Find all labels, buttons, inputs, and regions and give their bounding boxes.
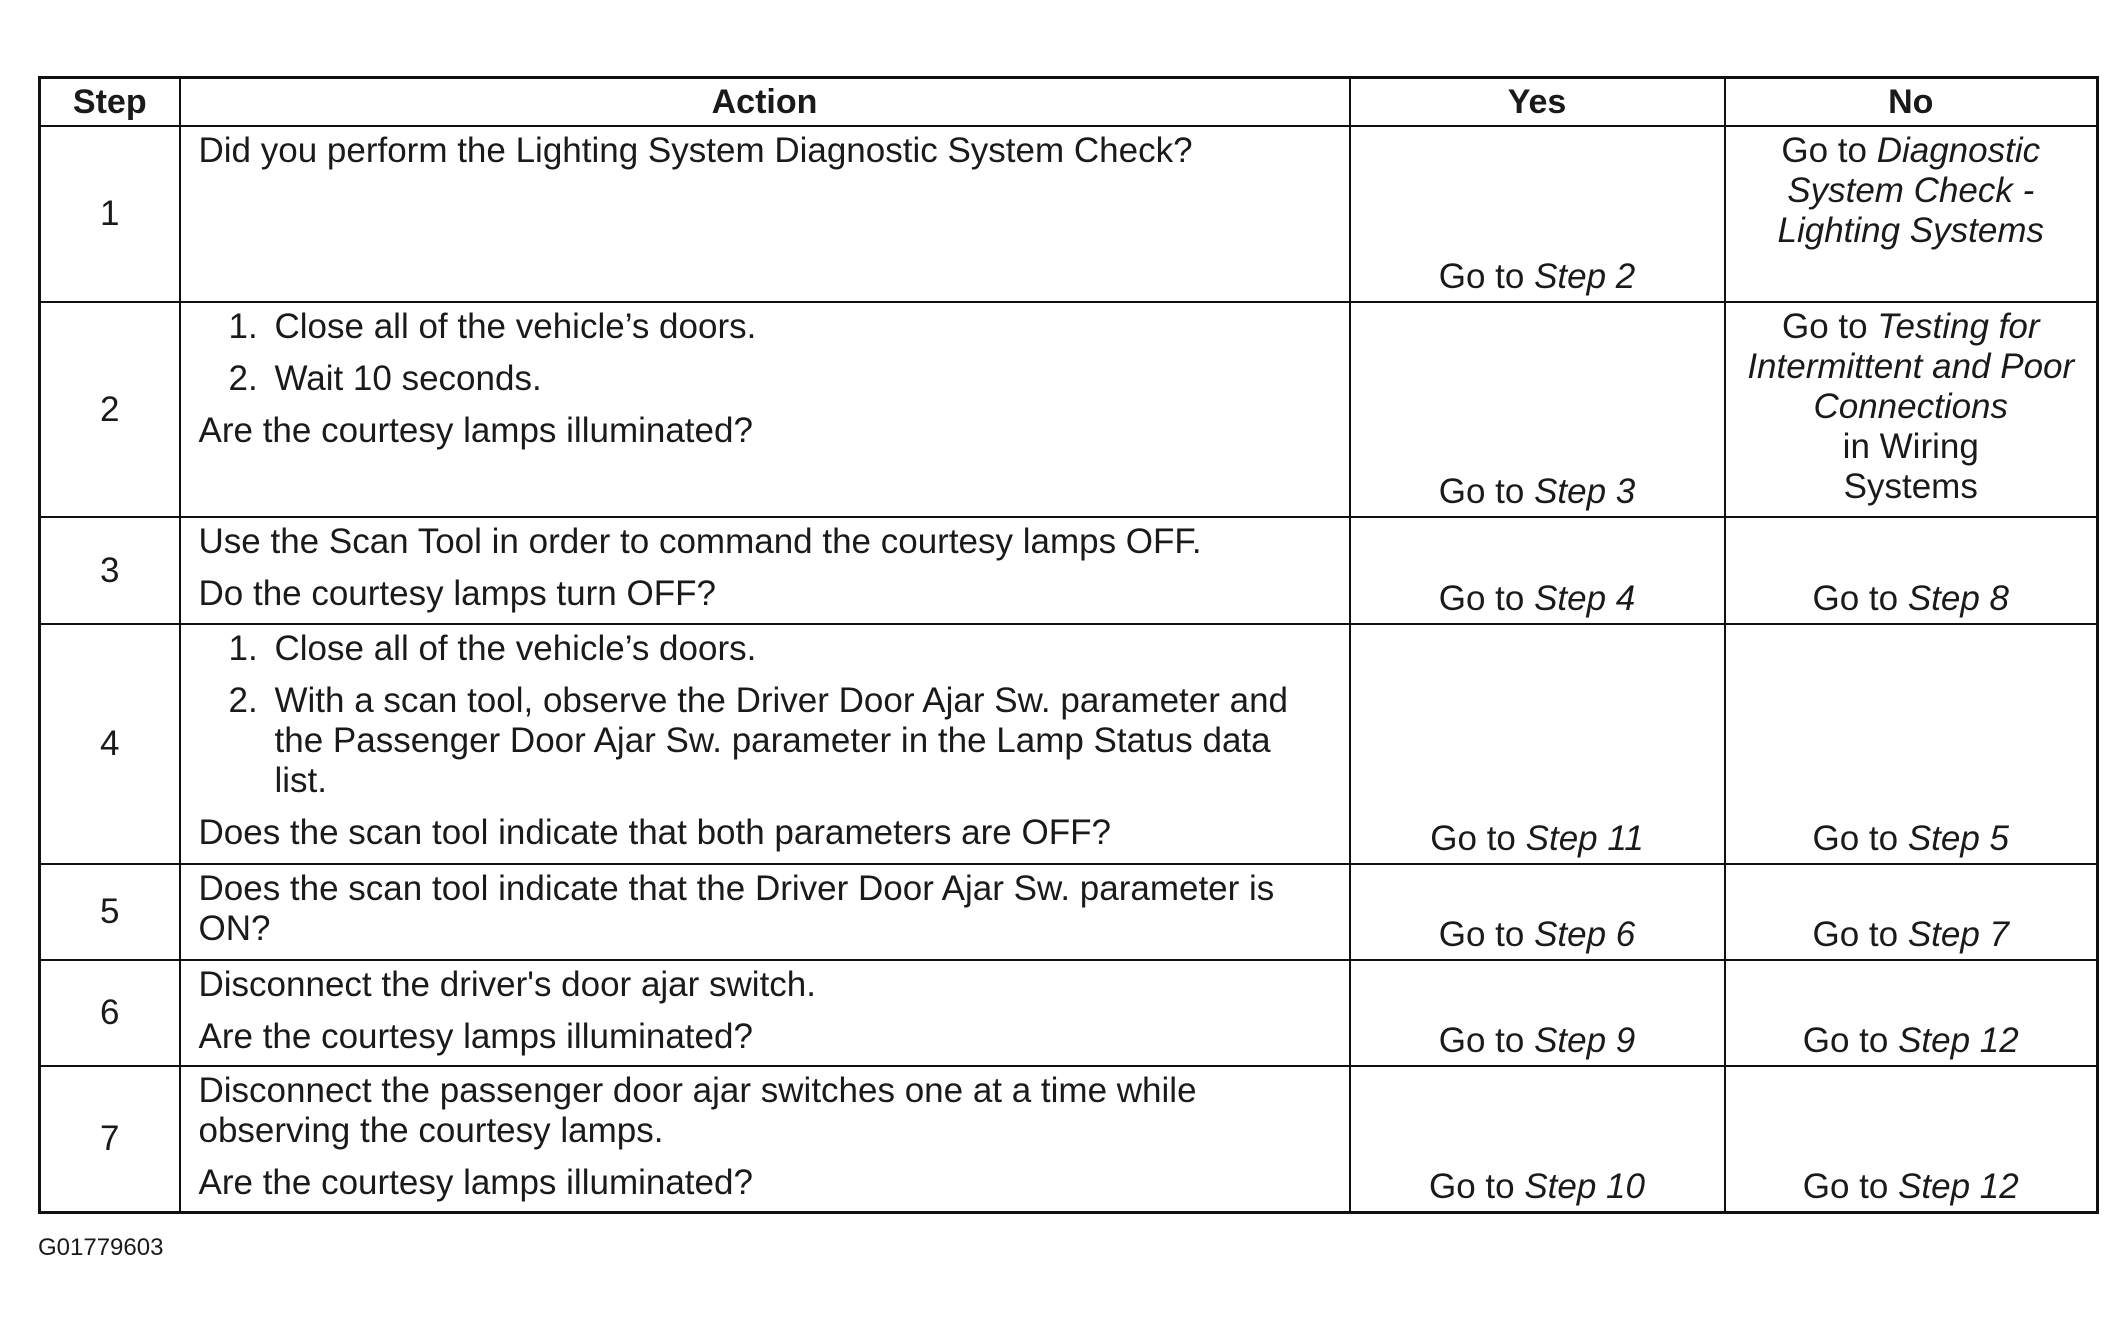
goto-prefix: Go to bbox=[1438, 1021, 1535, 1060]
table-row bbox=[40, 126, 2098, 302]
ref-text: Connections bbox=[1813, 387, 2009, 426]
goto-prefix: Go to bbox=[1782, 307, 1878, 346]
step-number: 1 bbox=[40, 126, 180, 302]
diagnostic-table bbox=[38, 76, 2099, 1214]
goto-prefix: Go to bbox=[1429, 1166, 1525, 1206]
numbered-list bbox=[199, 629, 1333, 801]
no-link[interactable] bbox=[1812, 579, 2009, 618]
step-ref: Step 11 bbox=[1525, 819, 1644, 858]
list-text: Wait 10 seconds. bbox=[274, 359, 542, 398]
no-link[interactable] bbox=[1803, 1021, 2019, 1060]
goto-prefix: Go to bbox=[1438, 472, 1535, 511]
goto-prefix: Go to bbox=[1812, 819, 1908, 858]
yes-cell bbox=[1350, 1066, 1725, 1212]
table-row bbox=[40, 960, 2098, 1066]
table-row bbox=[40, 624, 2098, 864]
list-item bbox=[199, 359, 1333, 399]
no-cell bbox=[1725, 126, 2098, 302]
action-text: Disconnect the driver's door ajar switch. bbox=[198, 965, 816, 1004]
list-item bbox=[199, 307, 1333, 347]
action-cell bbox=[180, 517, 1350, 624]
goto-prefix: Go to bbox=[1438, 915, 1535, 954]
action-question: Are the courtesy lamps illuminated? bbox=[198, 411, 753, 450]
list-number: 1. bbox=[228, 629, 258, 668]
no-link[interactable] bbox=[1803, 1167, 2019, 1206]
step-ref: Step 3 bbox=[1534, 472, 1636, 511]
goto-prefix: Go to bbox=[1438, 579, 1535, 618]
no-cell bbox=[1725, 864, 2098, 960]
ref-plain: in Wiring bbox=[1842, 427, 1979, 466]
list-number: 2. bbox=[228, 681, 258, 720]
header-action: Action bbox=[180, 78, 1350, 127]
no-cell bbox=[1725, 624, 2098, 864]
goto-prefix: Go to bbox=[1812, 915, 1908, 954]
list-item bbox=[199, 629, 1333, 669]
no-link[interactable] bbox=[1812, 915, 2009, 954]
yes-link[interactable] bbox=[1439, 915, 1636, 954]
yes-cell bbox=[1350, 302, 1725, 517]
no-link[interactable] bbox=[1812, 819, 2009, 858]
action-cell bbox=[180, 960, 1350, 1066]
step-number: 2 bbox=[40, 302, 180, 517]
step-ref: Step 8 bbox=[1907, 579, 2010, 618]
ref-text: Diagnostic bbox=[1876, 131, 2041, 170]
step-number: 7 bbox=[40, 1066, 180, 1212]
step-ref: Step 5 bbox=[1907, 819, 2010, 858]
ref-text: Intermittent and Poor bbox=[1747, 347, 2075, 386]
yes-link[interactable] bbox=[1439, 257, 1636, 296]
no-link[interactable] bbox=[1726, 131, 2097, 251]
step-number: 5 bbox=[40, 864, 180, 960]
step-ref: Step 7 bbox=[1907, 915, 2010, 954]
numbered-list bbox=[199, 307, 1333, 399]
step-number: 3 bbox=[40, 517, 180, 624]
yes-cell bbox=[1350, 624, 1725, 864]
yes-cell bbox=[1350, 517, 1725, 624]
action-question: Are the courtesy lamps illuminated? bbox=[198, 1017, 753, 1056]
action-text: Use the Scan Tool in order to command the courtesy lamps OFF. bbox=[198, 522, 1202, 561]
goto-prefix: Go to bbox=[1802, 1166, 1899, 1206]
yes-link[interactable] bbox=[1439, 579, 1636, 618]
table-row bbox=[40, 517, 2098, 624]
action-cell bbox=[180, 864, 1350, 960]
header-yes: Yes bbox=[1350, 78, 1725, 127]
yes-link[interactable] bbox=[1429, 1167, 1645, 1206]
step-ref: Step 12 bbox=[1898, 1166, 2019, 1206]
goto-prefix: Go to bbox=[1802, 1021, 1899, 1060]
yes-cell bbox=[1350, 126, 1725, 302]
action-text: Disconnect the passenger door ajar switches one at a time while observing the courtesy lamps. bbox=[198, 1071, 1197, 1150]
step-ref: Step 10 bbox=[1524, 1166, 1645, 1206]
ref-text: System Check - bbox=[1787, 171, 2035, 210]
step-ref: Step 4 bbox=[1534, 579, 1636, 618]
action-question: Does the scan tool indicate that both parameters are OFF? bbox=[198, 813, 1111, 852]
step-ref: Step 6 bbox=[1534, 915, 1636, 954]
table-row bbox=[40, 1066, 2098, 1212]
table-header-row bbox=[40, 78, 2098, 127]
table-row bbox=[40, 864, 2098, 960]
action-cell bbox=[180, 302, 1350, 517]
action-cell bbox=[180, 126, 1350, 302]
no-link[interactable] bbox=[1726, 307, 2097, 507]
action-question: Are the courtesy lamps illuminated? bbox=[198, 1163, 753, 1202]
list-item bbox=[199, 681, 1333, 801]
ref-plain: Systems bbox=[1843, 467, 1978, 506]
table-row bbox=[40, 302, 2098, 517]
action-cell bbox=[180, 624, 1350, 864]
action-question: Does the scan tool indicate that the Driver Door Ajar Sw. parameter is ON? bbox=[198, 869, 1275, 948]
ref-text: Lighting Systems bbox=[1777, 211, 2045, 250]
header-step: Step bbox=[40, 78, 180, 127]
action-question: Do the courtesy lamps turn OFF? bbox=[198, 574, 716, 613]
header-no: No bbox=[1725, 78, 2098, 127]
ref-text: Testing for bbox=[1877, 307, 2040, 346]
yes-cell bbox=[1350, 960, 1725, 1066]
no-cell bbox=[1725, 302, 2098, 517]
yes-cell bbox=[1350, 864, 1725, 960]
list-text: With a scan tool, observe the Driver Door Ajar Sw. parameter and the Passenger Door Ajar Sw. parameter in the Lamp Status data list. bbox=[274, 681, 1289, 800]
yes-link[interactable] bbox=[1430, 819, 1643, 858]
yes-link[interactable] bbox=[1439, 1021, 1636, 1060]
list-text: Close all of the vehicle’s doors. bbox=[274, 307, 757, 346]
no-cell bbox=[1725, 960, 2098, 1066]
no-cell bbox=[1725, 517, 2098, 624]
step-number: 4 bbox=[40, 624, 180, 864]
action-cell bbox=[180, 1066, 1350, 1212]
figure-id: G01779603 bbox=[38, 1234, 164, 1261]
list-number: 1. bbox=[228, 307, 258, 346]
step-ref: Step 12 bbox=[1898, 1021, 2019, 1060]
goto-prefix: Go to bbox=[1438, 257, 1535, 296]
goto-prefix: Go to bbox=[1430, 819, 1526, 858]
step-number: 6 bbox=[40, 960, 180, 1066]
list-number: 2. bbox=[228, 359, 258, 398]
goto-prefix: Go to bbox=[1812, 579, 1908, 618]
yes-link[interactable] bbox=[1439, 472, 1636, 511]
step-ref: Step 9 bbox=[1534, 1021, 1636, 1060]
goto-prefix: Go to bbox=[1781, 131, 1877, 170]
action-text: Did you perform the Lighting System Diagnostic System Check? bbox=[198, 131, 1193, 170]
list-text: Close all of the vehicle’s doors. bbox=[274, 629, 757, 668]
step-ref: Step 2 bbox=[1534, 257, 1636, 296]
no-cell bbox=[1725, 1066, 2098, 1212]
